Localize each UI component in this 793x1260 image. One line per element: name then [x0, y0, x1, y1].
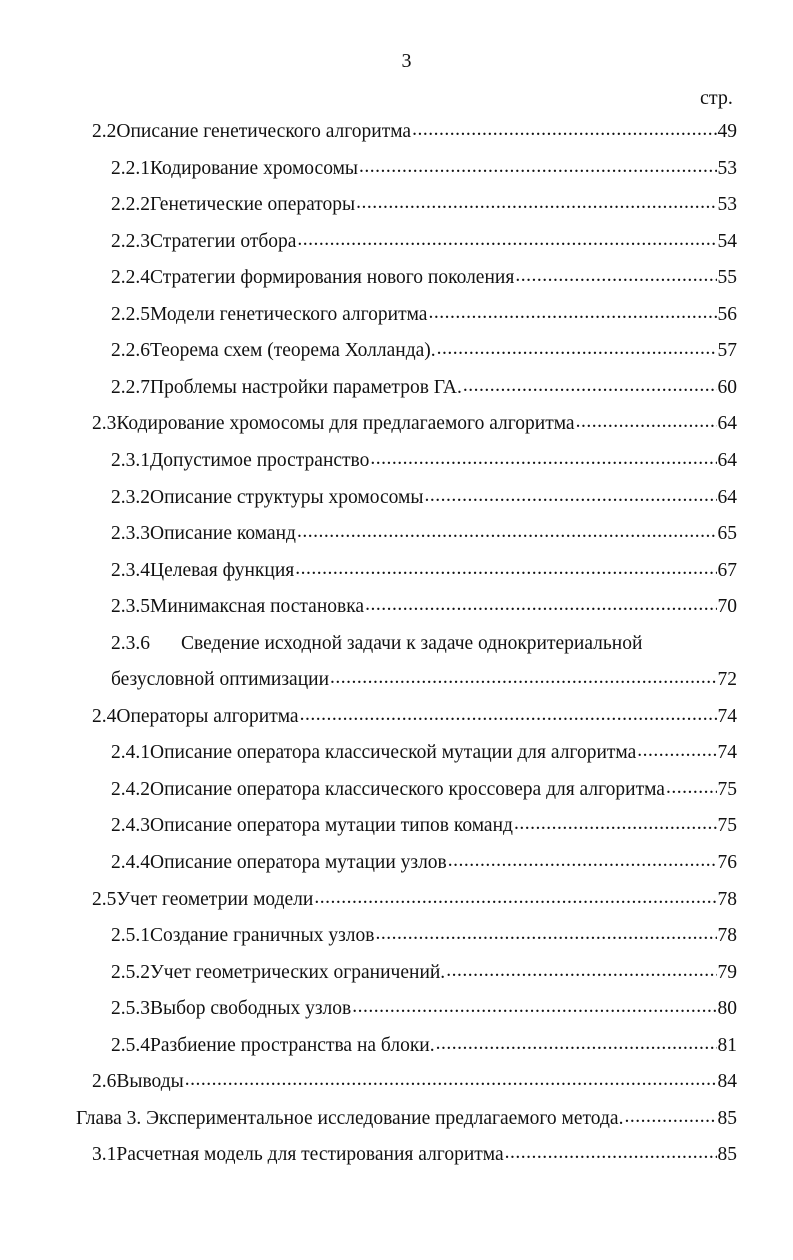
toc-dot-leader — [359, 154, 716, 180]
toc-entry-page: 74 — [717, 706, 737, 727]
toc-dot-leader — [576, 409, 717, 435]
toc-entry-number: 2.5.1 — [111, 925, 150, 946]
toc-entry-title: Учет геометрических ограничений. — [150, 962, 446, 983]
toc-entry-page: 74 — [717, 742, 737, 763]
toc-entry-title: Описание генетического алгоритма — [116, 121, 412, 142]
toc-dot-leader — [463, 373, 717, 399]
toc-entry[interactable] — [111, 777, 737, 803]
toc-entry-number: 2.5.3 — [111, 998, 150, 1019]
toc-entry-page: 64 — [717, 413, 737, 434]
toc-dot-leader — [295, 556, 716, 582]
toc-entry-title: Стратегии отбора — [150, 231, 297, 252]
toc-entry-title: Сведение исходной задачи к задаче однокритериальной — [181, 633, 643, 654]
toc-entry[interactable] — [111, 850, 737, 876]
toc-dot-leader — [446, 958, 716, 984]
toc-entry-number: 2.6 — [92, 1071, 117, 1092]
toc-entry-page: 65 — [717, 523, 737, 544]
toc-entry-number: 2.2 — [92, 121, 117, 142]
toc-entry-title: Учет геометрии модели — [116, 889, 314, 910]
toc-entry-page: 75 — [717, 815, 737, 836]
toc-dot-leader — [436, 1031, 717, 1057]
toc-entry-number: 2.5 — [92, 889, 117, 910]
toc-entry-title: Описание оператора классической мутации для алгоритма — [150, 742, 637, 763]
toc-entry-number: 2.2.4 — [111, 267, 150, 288]
toc-entry-number: 2.2.1 — [111, 158, 150, 179]
toc-entry-number: 2.2.2 — [111, 194, 150, 215]
toc-entry-page: 76 — [717, 852, 737, 873]
toc-entry-page: 70 — [717, 596, 737, 617]
toc-entry[interactable] — [92, 887, 737, 913]
toc-entry-page: 78 — [717, 925, 737, 946]
toc-entry[interactable] — [111, 631, 642, 657]
toc-entry-title: Генетические операторы — [150, 194, 356, 215]
toc-entry-title: Выбор свободных узлов — [150, 998, 352, 1019]
toc-entry-page: 67 — [717, 560, 737, 581]
toc-entry-title: Кодирование хромосомы для предлагаемого алгоритма — [116, 413, 575, 434]
toc-entry-page: 54 — [717, 231, 737, 252]
toc-entry-title: Описание оператора классического кроссовера для алгоритма — [150, 779, 665, 800]
toc-entry-number: 2.3 — [92, 413, 117, 434]
toc-entry-title: Описание оператора мутации узлов — [150, 852, 447, 873]
toc-entry[interactable] — [92, 1069, 737, 1095]
toc-entry-number: 2.3.3 — [111, 523, 150, 544]
page-number: 3 — [401, 50, 412, 72]
toc-entry-number: 2.4.1 — [111, 742, 150, 763]
toc-entry-page: 78 — [717, 889, 737, 910]
toc-entry[interactable] — [111, 265, 737, 291]
toc-entry-number: 2.2.5 — [111, 304, 150, 325]
toc-dot-leader — [185, 1067, 717, 1093]
toc-entry-page: 57 — [717, 340, 737, 361]
toc-entry[interactable] — [111, 521, 737, 547]
toc-entry-page: 75 — [717, 779, 737, 800]
toc-entry-page: 64 — [717, 487, 737, 508]
toc-entry-page: 49 — [717, 121, 737, 142]
toc-entry[interactable] — [111, 375, 737, 401]
toc-dot-leader — [437, 336, 717, 362]
toc-entry[interactable] — [111, 960, 737, 986]
toc-entry[interactable] — [111, 813, 737, 839]
toc-entry-number: 2.3.5 — [111, 596, 150, 617]
toc-entry[interactable] — [111, 740, 737, 766]
toc-entry-number: 2.5.2 — [111, 962, 150, 983]
toc-entry-number: 2.4.3 — [111, 815, 150, 836]
toc-entry-title: Минимаксная постановка — [150, 596, 365, 617]
toc-entry[interactable] — [111, 156, 737, 182]
toc-entry-title: Допустимое пространство — [150, 450, 370, 471]
toc-entry-page: 53 — [717, 194, 737, 215]
toc-dot-leader — [412, 117, 716, 143]
toc-entry-title: Расчетная модель для тестирования алгоритма — [116, 1144, 504, 1165]
toc-entry-page: 81 — [717, 1035, 737, 1056]
toc-entry[interactable] — [111, 667, 737, 693]
toc-entry-page: 53 — [717, 158, 737, 179]
toc-dot-leader — [352, 994, 716, 1020]
toc-entry[interactable] — [111, 923, 737, 949]
toc-entry-title: Глава 3. Экспериментальное исследование предлагаемого метода. — [76, 1108, 624, 1129]
toc-dot-leader — [365, 592, 716, 618]
toc-dot-leader — [448, 848, 717, 874]
toc-entry-title: Выводы — [116, 1071, 184, 1092]
toc-entry-title: Целевая функция — [150, 560, 295, 581]
toc-entry[interactable] — [92, 704, 737, 730]
toc-dot-leader — [515, 263, 716, 289]
toc-entry[interactable] — [92, 1142, 737, 1168]
toc-dot-leader — [624, 1104, 716, 1130]
toc-entry-page: 56 — [717, 304, 737, 325]
toc-entry-title: Операторы алгоритма — [116, 706, 299, 727]
toc-entry-page: 85 — [717, 1144, 737, 1165]
toc-entry[interactable] — [111, 302, 737, 328]
toc-entry[interactable] — [111, 485, 737, 511]
toc-dot-leader — [428, 300, 716, 326]
toc-entry-page: 72 — [717, 669, 737, 690]
toc-entry-title: безусловной оптимизации — [111, 669, 330, 690]
toc-entry-number: 2.3.6 — [111, 633, 150, 654]
toc-entry-page: 85 — [717, 1108, 737, 1129]
toc-entry-title: Описание оператора мутации типов команд — [150, 815, 513, 836]
toc-entry[interactable] — [111, 448, 737, 474]
toc-entry-title: Проблемы настройки параметров ГА. — [150, 377, 462, 398]
toc-entry-title: Кодирование хромосомы — [150, 158, 359, 179]
page-column-label: стр. — [700, 87, 733, 109]
toc-entry-page: 60 — [717, 377, 737, 398]
toc-entry-title: Разбиение пространства на блоки. — [150, 1035, 435, 1056]
toc-entry-number: 2.4.2 — [111, 779, 150, 800]
toc-dot-leader — [514, 811, 717, 837]
toc-entry[interactable] — [111, 996, 737, 1022]
toc-dot-leader — [666, 775, 717, 801]
toc-entry-title: Создание граничных узлов — [150, 925, 375, 946]
toc-entry-number: 2.2.3 — [111, 231, 150, 252]
toc-entry-title: Описание команд — [150, 523, 296, 544]
toc-dot-leader — [297, 519, 717, 545]
toc-entry[interactable] — [92, 119, 737, 145]
toc-entry[interactable] — [111, 229, 737, 255]
toc-dot-leader — [637, 738, 716, 764]
toc-entry-title: Теорема схем (теорема Холланда). — [150, 340, 436, 361]
toc-entry-title: Модели генетического алгоритма — [150, 304, 428, 325]
toc-entry-page: 55 — [717, 267, 737, 288]
toc-entry-number: 2.2.7 — [111, 377, 150, 398]
toc-entry-number: 2.4.4 — [111, 852, 150, 873]
toc-entry[interactable] — [111, 594, 737, 620]
toc-entry[interactable] — [92, 411, 737, 437]
toc-entry-number: 3.1 — [92, 1144, 117, 1165]
toc-entry-number: 2.3.2 — [111, 487, 150, 508]
toc-entry-number: 2.3.1 — [111, 450, 150, 471]
toc-dot-leader — [297, 227, 716, 253]
toc-dot-leader — [356, 190, 716, 216]
toc-entry-page: 64 — [717, 450, 737, 471]
toc-entry-page: 84 — [717, 1071, 737, 1092]
toc-entry-title: Стратегии формирования нового поколения — [150, 267, 515, 288]
toc-entry[interactable] — [111, 338, 737, 364]
toc-entry-page: 80 — [717, 998, 737, 1019]
toc-entry-page: 79 — [717, 962, 737, 983]
toc-entry-number: 2.5.4 — [111, 1035, 150, 1056]
toc-entry-title: Описание структуры хромосомы — [150, 487, 424, 508]
toc-dot-leader — [505, 1140, 717, 1166]
toc-entry[interactable] — [111, 192, 737, 218]
toc-dot-leader — [300, 702, 717, 728]
toc-entry[interactable] — [76, 1106, 737, 1132]
toc-dot-leader — [375, 921, 716, 947]
toc-dot-leader — [314, 885, 716, 911]
toc-entry[interactable] — [111, 558, 737, 584]
toc-dot-leader — [370, 446, 716, 472]
toc-entry-number: 2.4 — [92, 706, 117, 727]
toc-entry-number: 2.2.6 — [111, 340, 150, 361]
toc-entry[interactable] — [111, 1033, 737, 1059]
toc-entry-number: 2.3.4 — [111, 560, 150, 581]
toc-dot-leader — [330, 665, 716, 691]
toc-dot-leader — [424, 483, 716, 509]
